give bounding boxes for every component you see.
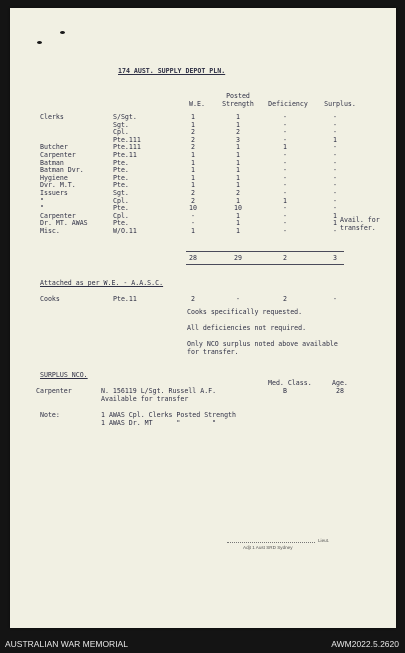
row-rank: Pte.111 — [113, 135, 141, 144]
row-deficiency: - — [283, 227, 287, 235]
row-deficiency: - — [283, 211, 287, 220]
row-deficiency: - — [283, 113, 287, 121]
note-deficiencies: All deficiencies not required. — [187, 324, 307, 332]
row-rank: Sgt. — [113, 120, 129, 129]
row-role: Batman — [40, 158, 64, 167]
row-deficiency: - — [283, 128, 287, 137]
row-surplus: - — [333, 204, 337, 213]
cooks-posted: - — [236, 295, 240, 303]
row-rank: Pte. — [113, 219, 129, 228]
med-class-label: Med. Class. — [268, 379, 312, 387]
row-rank: W/O.11 — [113, 227, 137, 235]
row-we: 1 — [191, 120, 195, 129]
row-posted: 3 — [236, 135, 240, 144]
row-role: " — [40, 196, 44, 205]
row-we: 2 — [191, 135, 195, 144]
row-deficiency: - — [283, 158, 287, 167]
row-role: Batman Dvr. — [40, 166, 84, 175]
row-posted: 1 — [236, 143, 240, 152]
row-posted: 10 — [234, 204, 242, 213]
punch-hole — [37, 41, 42, 44]
row-role: Carpenter — [40, 211, 76, 220]
row-posted: 1 — [236, 211, 240, 220]
row-deficiency: - — [283, 204, 287, 213]
row-deficiency: - — [283, 181, 287, 190]
row-surplus: - — [333, 113, 337, 121]
total-we: 28 — [189, 254, 197, 262]
row-posted: 1 — [236, 151, 240, 159]
row-we: 1 — [191, 173, 195, 182]
row-we: 1 — [191, 181, 195, 190]
age-value: 28 — [336, 387, 344, 395]
row-posted: 1 — [236, 173, 240, 182]
row-deficiency: 1 — [283, 143, 287, 152]
row-we: 1 — [191, 158, 195, 167]
row-posted: 1 — [236, 158, 240, 167]
row-we: 1 — [191, 113, 195, 121]
surplus-nco-heading: SURPLUS NCO. — [40, 371, 88, 379]
row-role: " — [40, 204, 44, 213]
row-rank: Pte. — [113, 166, 129, 175]
row-role: Butcher — [40, 143, 68, 152]
row-rank: Cpl. — [113, 128, 129, 137]
med-class-value: B — [283, 387, 287, 395]
note-line-1: 1 AWAS Cpl. Clerks Posted Strength — [101, 411, 236, 419]
row-we: 2 — [191, 189, 195, 197]
row-rank: Sgt. — [113, 189, 129, 197]
row-role: Dvr. M.T. — [40, 181, 76, 190]
row-rank: Pte.111 — [113, 143, 141, 152]
row-role: Hygiene — [40, 173, 68, 182]
row-deficiency: - — [283, 135, 287, 144]
row-surplus: - — [333, 128, 337, 137]
row-rank: S/Sgt. — [113, 113, 137, 121]
row-we: 2 — [191, 128, 195, 137]
row-posted: 2 — [236, 128, 240, 137]
footer-bar — [0, 636, 405, 653]
row-deficiency: - — [283, 173, 287, 182]
row-role: Carpenter — [40, 151, 76, 159]
totals-rule — [186, 251, 344, 252]
signature-title: Adjt 1 Aust SRD Sydney — [243, 545, 293, 550]
signature-rank: Lieut. — [318, 538, 330, 543]
total-surplus: 3 — [333, 254, 337, 262]
surplus-name: N. 156119 L/Sgt. Russell A.F. — [101, 387, 217, 395]
row-posted: 1 — [236, 219, 240, 228]
document-title: 174 AUST. SUPPLY DEPOT PLN. — [118, 67, 226, 75]
row-posted: 2 — [236, 189, 240, 197]
row-we: 1 — [191, 166, 195, 175]
row-rank: Pte. — [113, 158, 129, 167]
row-role: Dr. MT. AWAS — [40, 219, 88, 228]
row-surplus: 1 — [333, 219, 337, 228]
header-surplus: Surplus. — [324, 100, 356, 108]
row-surplus: - — [333, 158, 337, 167]
age-label: Age. — [332, 379, 348, 387]
row-we: 1 — [191, 151, 195, 159]
avail-note-line2: transfer. — [340, 224, 376, 232]
header-posted: Posted — [226, 92, 250, 100]
row-surplus: 1 — [333, 135, 337, 144]
row-rank: Cpl. — [113, 196, 129, 205]
row-we: 1 — [191, 227, 195, 235]
row-deficiency: - — [283, 151, 287, 159]
row-deficiency: 1 — [283, 196, 287, 205]
cooks-we: 2 — [191, 295, 195, 303]
row-deficiency: - — [283, 166, 287, 175]
footer-catalog-id: AWM2022.5.2620 — [331, 639, 399, 649]
row-surplus: - — [333, 120, 337, 129]
row-we: - — [191, 219, 195, 228]
row-posted: 1 — [236, 113, 240, 121]
row-posted: 1 — [236, 120, 240, 129]
note-nco-surplus: Only NCO surplus noted above available — [187, 340, 338, 348]
surplus-availability: Available for transfer — [101, 395, 189, 403]
attached-heading: Attached as per W.E. - A.A.S.C. — [40, 279, 164, 287]
row-posted: 1 — [236, 181, 240, 190]
cooks-role: Cooks — [40, 295, 60, 303]
total-deficiency: 2 — [283, 254, 287, 262]
row-we: - — [191, 211, 195, 220]
row-surplus: - — [333, 189, 337, 197]
surplus-role: Carpenter — [36, 387, 72, 395]
row-rank: Cpl. — [113, 211, 129, 220]
header-deficiency: Deficiency — [268, 100, 308, 108]
row-role: Issuers — [40, 189, 68, 197]
avail-note-line1: Avail. for — [340, 216, 380, 224]
note-label: Note: — [40, 411, 60, 419]
row-deficiency: - — [283, 219, 287, 228]
signature-line — [227, 542, 315, 543]
row-surplus: - — [333, 181, 337, 190]
row-we: 2 — [191, 143, 195, 152]
header-we: W.E. — [189, 100, 205, 108]
row-surplus: - — [333, 196, 337, 205]
row-role: Clerks — [40, 113, 64, 121]
totals-underline — [186, 264, 344, 265]
row-rank: Pte. — [113, 173, 129, 182]
row-surplus: - — [333, 227, 337, 235]
row-rank: Pte.11 — [113, 151, 137, 159]
row-rank: Pte. — [113, 181, 129, 190]
row-surplus: - — [333, 143, 337, 152]
row-role: Misc. — [40, 227, 60, 235]
row-surplus: - — [333, 166, 337, 175]
cooks-rank: Pte.11 — [113, 295, 137, 303]
note-cooks-requested: Cooks specifically requested. — [187, 308, 303, 316]
punch-hole — [60, 31, 65, 34]
total-posted: 29 — [234, 254, 242, 262]
row-rank: Pte. — [113, 204, 129, 213]
footer-institution: AUSTRALIAN WAR MEMORIAL — [5, 639, 128, 649]
row-we: 2 — [191, 196, 195, 205]
row-surplus: 1 — [333, 211, 337, 220]
note-line-2: 1 AWAS Dr. MT " " — [101, 419, 217, 427]
row-surplus: - — [333, 173, 337, 182]
row-deficiency: - — [283, 120, 287, 129]
row-surplus: - — [333, 151, 337, 159]
row-posted: 1 — [236, 166, 240, 175]
row-deficiency: - — [283, 189, 287, 197]
row-we: 10 — [189, 204, 197, 213]
note-nco-surplus-cont: for transfer. — [187, 348, 239, 356]
row-posted: 1 — [236, 227, 240, 235]
cooks-deficiency: 2 — [283, 295, 287, 303]
cooks-surplus: - — [333, 295, 337, 303]
header-strength: Strength — [222, 100, 254, 108]
row-posted: 1 — [236, 196, 240, 205]
